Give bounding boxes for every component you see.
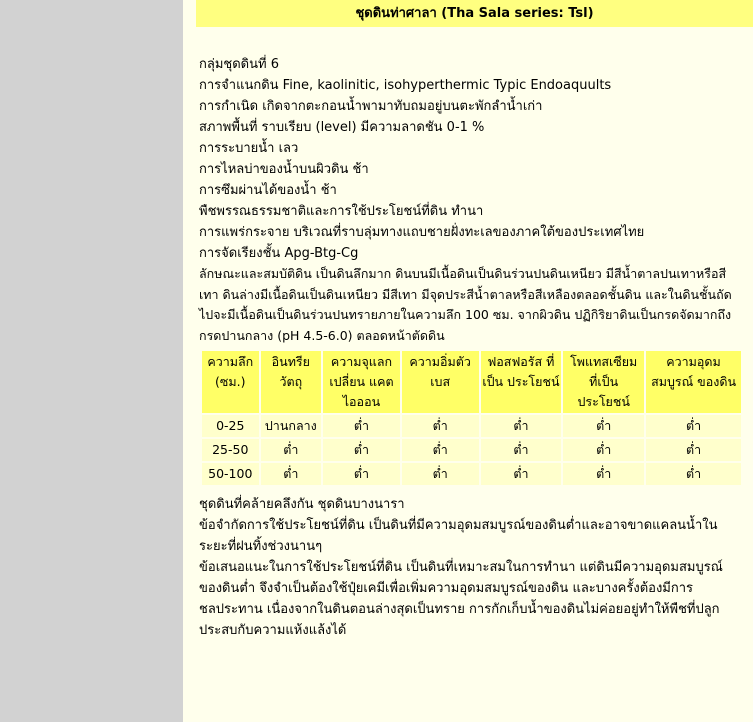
table-cell: ต่ำ <box>481 439 562 461</box>
info-line-classification: การจำแนกดิน Fine, kaolinitic, isohyperthermic Typic Endoaquults <box>199 78 612 93</box>
info-line-soil-group: กลุ่มชุดดินที่ 6 <box>199 57 279 72</box>
table-cell: ต่ำ <box>402 415 479 437</box>
info-line-runoff: การไหลบ่าของน้ำบนผิวดิน ช้า <box>199 162 369 177</box>
header-organic-matter: อินทรีย วัตถุ <box>261 351 322 413</box>
info-line-distribution: การแพร่กระจาย บริเวณที่ราบลุ่มทางแถบชายฝั่งทะเลของภาคใต้ของประเทศไทย <box>199 225 645 240</box>
table-cell: ต่ำ <box>323 439 400 461</box>
table-cell: 25-50 <box>202 439 259 461</box>
table-cell: ต่ำ <box>261 463 322 485</box>
info-line-horizon-sequence: การจัดเรียงชั้น Apg-Btg-Cg <box>199 246 359 261</box>
land-use-limitations: ข้อจำกัดการใช้ประโยชน์ที่ดิน เป็นดินที่มีความอุดมสมบูรณ์ของดินต่ำและอาจขาดแคลนน้ำในระยะที่ฝนทิ้งช่วงนานๆ <box>199 518 718 554</box>
land-use-suggestions: ข้อเสนอแนะในการใช้ประโยชน์ที่ดิน เป็นดินที่เหมาะสมในการทำนา แต่ดินมีความอุดมสมบูรณ์ของดินต่ำ จึงจำเป็นต้องใช้ปุ๋ยเคมีเพื่อเพิ่มความอุดมสมบูรณ์ของดิน และบางครั้งต้องมีการชลประทาน เนื่องจากในดินตอนล่างสุดเป็นทราย การกักเก็บน้ำของดินไม่ค่อยอยู่ทำให้พืชที่ปลูกประสบกับความแห้งแล้งได้ <box>199 560 723 638</box>
table-cell: ต่ำ <box>481 463 562 485</box>
table-cell: ต่ำ <box>402 463 479 485</box>
table-cell: ต่ำ <box>646 415 741 437</box>
table-cell: ต่ำ <box>646 463 741 485</box>
table-cell: ต่ำ <box>402 439 479 461</box>
soil-info <box>199 54 745 346</box>
table-cell: ปานกลาง <box>261 415 322 437</box>
table-cell: 0-25 <box>202 415 259 437</box>
info-description: ลักษณะและสมบัติดิน เป็นดินลึกมาก ดินบนมีเนื้อดินเป็นดินร่วนปนดินเหนียว มีสีน้ำตาลปนเทาหรือสีเทา ดินล่างมีเนื้อดินเป็นดินเหนียว มีสีเทา มีจุดประสีน้ำตาลหรือสีเหลืองตลอดชั้นดิน และในดินชั้นถัดไปจะมีเนื้อดินเป็นดินร่วนปนทรายภายในความลึก 100 ซม. จากผิวดิน ปฏิกิริยาดินเป็นกรดจัดมากถึงกรดปานกลาง (pH 4.5-6.0) ตลอดหน้าตัดดิน <box>199 266 732 343</box>
table-row <box>202 463 741 485</box>
table-cell: ต่ำ <box>323 463 400 485</box>
left-sidebar <box>0 0 183 722</box>
table-cell: ต่ำ <box>261 439 322 461</box>
table-cell: ต่ำ <box>563 439 644 461</box>
header-depth: ความลึก (ซม.) <box>202 351 259 413</box>
main-content <box>183 0 753 722</box>
table-cell: ต่ำ <box>323 415 400 437</box>
table-header-row <box>202 351 741 413</box>
info-line-topography: สภาพพื้นที่ ราบเรียบ (level) มีความลาดชัน 0-1 % <box>199 120 485 135</box>
soil-recommendations <box>199 494 745 641</box>
info-line-origin: การกำเนิด เกิดจากตะกอนน้ำพามาทับถมอยู่บนตะพักลำน้ำเก่า <box>199 99 543 114</box>
header-base-saturation: ความอิ่มตัว เบส <box>402 351 479 413</box>
fertility-table <box>200 349 743 487</box>
info-line-drainage: การระบายน้ำ เลว <box>199 141 299 156</box>
table-cell: ต่ำ <box>646 439 741 461</box>
table-cell: ต่ำ <box>563 463 644 485</box>
table-cell: ต่ำ <box>481 415 562 437</box>
header-fertility: ความอุดม สมบูรณ์ ของดิน <box>646 351 741 413</box>
table-row <box>202 439 741 461</box>
similar-series: ชุดดินที่คล้ายคลึงกัน ชุดดินบางนารา <box>199 497 405 512</box>
table-cell: ต่ำ <box>563 415 644 437</box>
table-cell: 50-100 <box>202 463 259 485</box>
page-title: ชุดดินท่าศาลา (Tha Sala series: Tsl) <box>196 0 753 27</box>
header-cec: ความจุแลกเปลี่ยน แคตไอออน <box>323 351 400 413</box>
info-line-permeability: การซึมผ่านได้ของน้ำ ช้า <box>199 183 337 198</box>
table-row <box>202 415 741 437</box>
info-line-vegetation: พืชพรรณธรรมชาติและการใช้ประโยชน์ที่ดิน ทำนา <box>199 204 484 219</box>
header-potassium: โพแทสเซียม ที่เป็นประโยชน์ <box>563 351 644 413</box>
header-phosphorus: ฟอสฟอรัส ที่เป็น ประโยชน์ <box>481 351 562 413</box>
